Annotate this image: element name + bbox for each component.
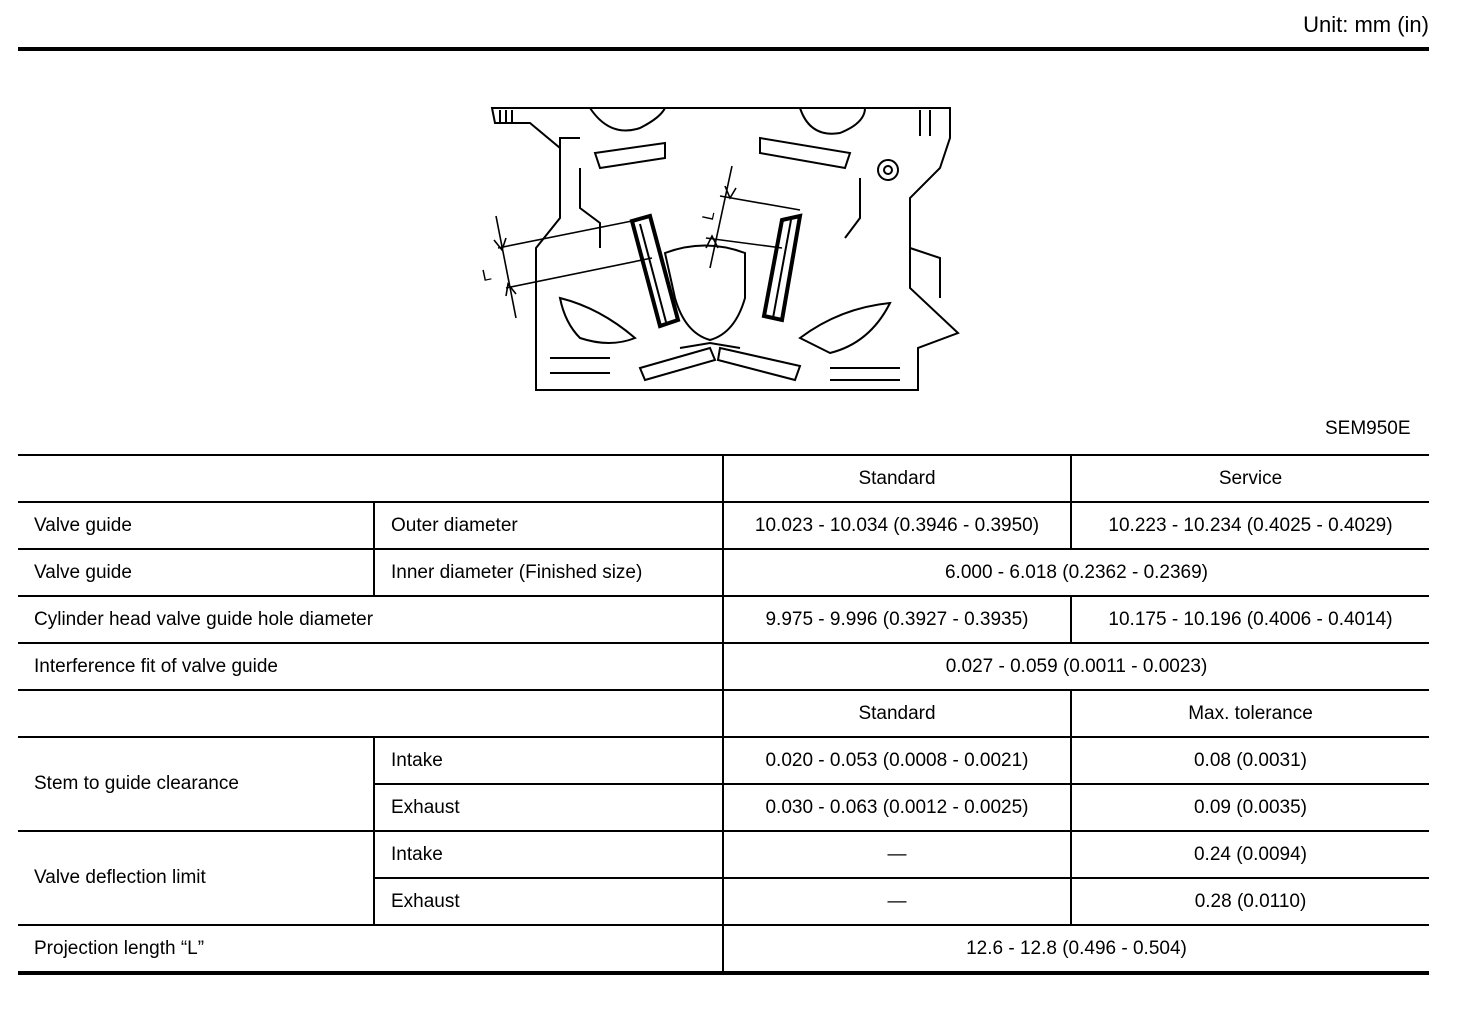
cylinder-head-diagram <box>470 98 990 398</box>
value-max: 0.24 (0.0094) <box>1071 831 1429 878</box>
row-sub: Exhaust <box>374 784 723 831</box>
value-standard: 10.023 - 10.034 (0.3946 - 0.3950) <box>723 502 1071 549</box>
subheader-row <box>18 690 1429 737</box>
row-item: Stem to guide clearance <box>18 737 374 831</box>
row-item: Valve deflection limit <box>18 831 374 925</box>
row-sub: Inner diameter (Finished size) <box>374 549 723 596</box>
valve-guide-spec-table <box>18 454 1429 975</box>
row-sub: Exhaust <box>374 878 723 925</box>
table-row <box>18 549 1429 596</box>
row-item: Projection length “L” <box>18 925 723 973</box>
col-header-standard: Standard <box>723 690 1071 737</box>
dimension-label-right: L <box>699 209 719 222</box>
value-service: 10.175 - 10.196 (0.4006 - 0.4014) <box>1071 596 1429 643</box>
row-item: Valve guide <box>18 502 374 549</box>
col-header-service: Service <box>1071 455 1429 502</box>
value-merged: 6.000 - 6.018 (0.2362 - 0.2369) <box>723 549 1429 596</box>
value-max: 0.08 (0.0031) <box>1071 737 1429 784</box>
col-header-max-tolerance: Max. tolerance <box>1071 690 1429 737</box>
table-row <box>18 831 1429 878</box>
row-item: Valve guide <box>18 549 374 596</box>
value-max: 0.28 (0.0110) <box>1071 878 1429 925</box>
table-row <box>18 502 1429 549</box>
value-standard: 0.020 - 0.053 (0.0008 - 0.0021) <box>723 737 1071 784</box>
value-standard: 9.975 - 9.996 (0.3927 - 0.3935) <box>723 596 1071 643</box>
table-row <box>18 737 1429 784</box>
value-standard: 0.030 - 0.063 (0.0012 - 0.0025) <box>723 784 1071 831</box>
row-sub: Intake <box>374 831 723 878</box>
table-row <box>18 925 1429 973</box>
figure-code: SEM950E <box>1325 418 1411 439</box>
top-rule <box>18 47 1429 51</box>
row-sub: Intake <box>374 737 723 784</box>
value-merged: 12.6 - 12.8 (0.496 - 0.504) <box>723 925 1429 973</box>
value-merged: 0.027 - 0.059 (0.0011 - 0.0023) <box>723 643 1429 690</box>
value-service: 10.223 - 10.234 (0.4025 - 0.4029) <box>1071 502 1429 549</box>
row-item: Cylinder head valve guide hole diameter <box>18 596 723 643</box>
header-row <box>18 455 1429 502</box>
dimension-label-left: L <box>480 266 493 286</box>
col-header-standard: Standard <box>723 455 1071 502</box>
unit-label: Unit: mm (in) <box>1303 12 1429 37</box>
value-max: 0.09 (0.0035) <box>1071 784 1429 831</box>
row-item: Interference fit of valve guide <box>18 643 723 690</box>
table-row <box>18 643 1429 690</box>
row-sub: Outer diameter <box>374 502 723 549</box>
value-standard: — <box>723 831 1071 878</box>
table-row <box>18 596 1429 643</box>
value-standard: — <box>723 878 1071 925</box>
